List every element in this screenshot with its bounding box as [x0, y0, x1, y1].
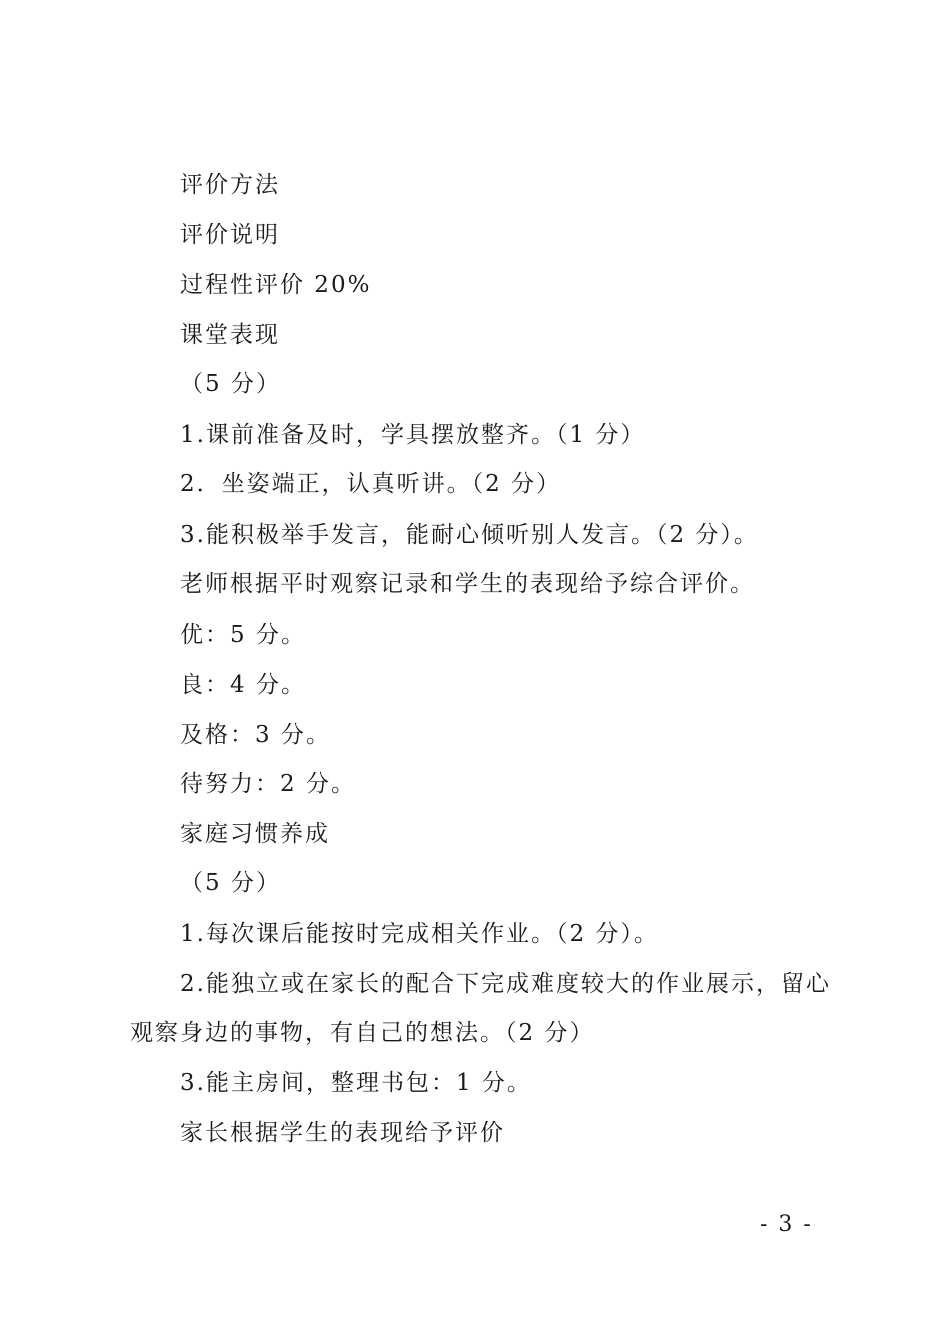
criterion-item: 3.能积极举手发言，能耐心倾听别人发言。（2 分）。 [180, 522, 759, 548]
grade-needs-effort: 待努力：2 分。 [180, 771, 356, 797]
process-evaluation-label: 过程性评价 20% [180, 272, 372, 298]
criterion-item-continuation: 观察身边的事物，有自己的想法。（2 分） [130, 1020, 595, 1046]
page-number: - 3 - [760, 1212, 813, 1237]
parent-evaluation-note: 家长根据学生的表现给予评价 [180, 1120, 505, 1146]
grade-excellent: 优：5 分。 [180, 622, 306, 648]
criterion-item: 3.能主房间，整理书包：1 分。 [180, 1070, 532, 1096]
criterion-item: 2．坐姿端正，认真听讲。（2 分） [180, 471, 562, 497]
teacher-evaluation-note: 老师根据平时观察记录和学生的表现给予综合评价。 [180, 571, 755, 597]
grade-pass: 及格：3 分。 [180, 722, 331, 748]
heading-evaluation-notes: 评价说明 [180, 222, 280, 248]
home-habits-points: （5 分） [180, 870, 281, 896]
heading-evaluation-method: 评价方法 [180, 172, 280, 198]
home-habits-title: 家庭习惯养成 [180, 821, 330, 847]
classroom-points: （5 分） [180, 371, 281, 397]
criterion-item: 1.每次课后能按时完成相关作业。（2 分）。 [180, 921, 659, 947]
criterion-item: 1.课前准备及时，学具摆放整齐。（1 分） [180, 422, 646, 448]
grade-good: 良：4 分。 [180, 672, 306, 698]
criterion-item: 2.能独立或在家长的配合下完成难度较大的作业展示，留心 [180, 971, 831, 997]
classroom-performance-title: 课堂表现 [180, 322, 280, 348]
